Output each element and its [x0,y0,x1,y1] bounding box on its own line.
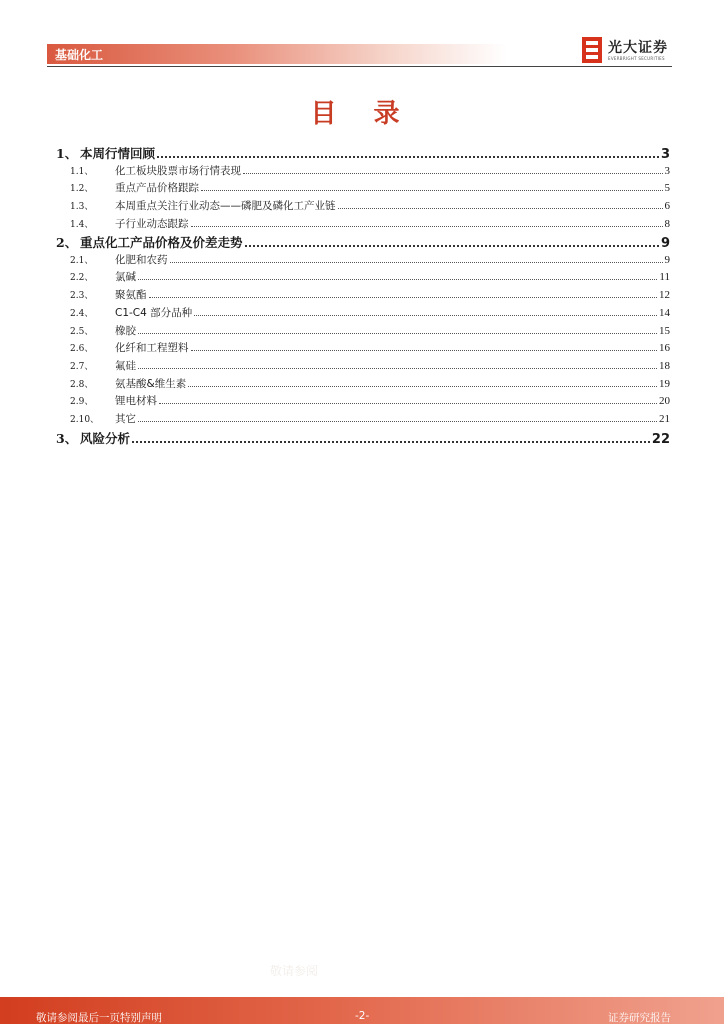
toc-entry-page: 11 [659,271,670,284]
toc-entry[interactable] [56,411,670,429]
toc-dot-leader [157,146,659,158]
toc-entry-page: 22 [651,431,670,447]
toc-entry-number: 2.9、 [70,397,94,408]
toc-entry-page: 9 [660,236,670,252]
toc-entry-label: 化工板块股票市场行情表现 [115,164,241,177]
toc-entry-page: 20 [659,395,670,408]
toc-entry-page: 16 [659,342,670,355]
logo-mark-icon [582,37,602,63]
toc-entry-label: 化肥和农药 [115,253,168,266]
toc-entry-number: 3、 [56,430,78,446]
footer-disclaimer: 敬请参阅最后一页特别声明 [36,1012,162,1024]
toc-dot-leader [191,340,658,351]
toc-dot-leader [191,216,663,227]
toc-dot-leader [170,252,663,263]
toc-entry[interactable] [56,358,670,376]
header-section-band [47,44,507,64]
toc-entry-number: 2.3、 [70,291,94,302]
toc-entry-label: 橡胶 [115,324,136,337]
toc-entry-label: 本周行情回顾 [80,146,156,161]
toc-entry-number: 1.1、 [70,166,94,177]
toc-entry-page: 14 [659,306,670,319]
toc-dot-leader [338,198,663,209]
toc-entry-page: 15 [659,324,670,337]
toc-dot-leader [149,287,658,298]
toc-dot-leader [245,235,659,247]
toc-entry-page: 3 [660,147,670,162]
toc-entry[interactable] [56,376,670,394]
toc-entry-label: 氟硅 [115,359,136,372]
toc-entry-page: 18 [659,359,670,372]
toc-entry[interactable] [56,180,670,198]
toc-entry-label: 化纤和工程塑料 [115,342,189,355]
toc-entry-page: 5 [664,182,670,195]
toc-entry-page: 9 [664,253,670,266]
table-of-contents [56,144,670,447]
toc-entry-number: 2.6、 [70,344,94,355]
toc-dot-leader [138,269,657,280]
toc-entry[interactable] [56,198,670,216]
toc-entry-number: 2.5、 [70,326,94,337]
header-divider [47,66,672,67]
toc-entry[interactable] [56,340,670,358]
toc-entry[interactable] [56,393,670,411]
toc-entry-label: 氯碱 [115,271,136,284]
logo-chinese-text: 光大证券 [608,40,668,56]
toc-entry[interactable] [56,287,670,305]
toc-dot-leader [138,358,657,369]
toc-entry[interactable] [56,323,670,341]
toc-entry-number: 1.3、 [70,201,94,212]
toc-entry-number: 1.2、 [70,184,94,195]
toc-dot-leader [194,305,657,316]
toc-title: 目 录 [310,99,414,129]
toc-entry-label: 锂电材料 [115,395,157,408]
toc-entry-label: 重点产品价格跟踪 [115,182,199,195]
toc-entry-page: 21 [659,412,670,425]
toc-entry-label: C1-C4 部分品种 [115,306,193,319]
toc-entry-number: 2.1、 [70,255,94,266]
toc-entry-number: 1、 [56,146,78,161]
toc-entry-label: 氨基酸&维生素 [115,377,187,390]
toc-dot-leader [188,376,657,387]
logo-english-text: EVERBRIGHT SECURITIES [608,56,665,61]
toc-entry-label: 重点化工产品价格及价差走势 [80,235,243,251]
toc-entry-number: 2.7、 [70,361,94,372]
toc-dot-leader [138,411,657,422]
toc-dot-leader [159,393,657,404]
toc-entry-label: 子行业动态跟踪 [115,217,189,230]
toc-entry-page: 12 [659,289,670,302]
toc-entry-label: 其它 [115,412,136,425]
toc-entry[interactable] [56,269,670,287]
watermark: 敬请参阅 [270,964,319,978]
toc-entry[interactable] [56,429,670,448]
toc-entry-page: 6 [664,199,670,212]
page-number: -2- [355,1010,370,1022]
toc-entry-page: 3 [664,164,670,177]
toc-entry-number: 2.10、 [70,414,100,425]
toc-entry-page: 19 [659,377,670,390]
toc-entry-label: 聚氨酯 [115,289,147,302]
toc-entry-label: 本周重点关注行业动态——磷肥及磷化工产业链 [115,199,336,212]
toc-entry[interactable] [56,216,670,234]
footer-report-type: 证券研究报告 [608,1012,671,1024]
toc-dot-leader [243,163,663,174]
toc-entry[interactable] [56,233,670,252]
toc-entry-number: 1.4、 [70,219,94,230]
toc-entry-number: 2.4、 [70,308,94,319]
toc-entry[interactable] [56,163,670,181]
toc-entry-number: 2.8、 [70,379,94,390]
toc-entry-number: 2、 [56,235,78,251]
toc-dot-leader [201,180,663,191]
toc-entry[interactable] [56,144,670,163]
toc-entry-label: 风险分析 [80,430,131,446]
section-tag: 基础化工 [55,48,104,62]
toc-dot-leader [138,323,657,334]
toc-entry[interactable] [56,305,670,323]
toc-entry[interactable] [56,252,670,270]
toc-dot-leader [132,431,650,443]
company-logo [582,37,677,65]
toc-entry-page: 8 [664,217,670,230]
toc-entry-number: 2.2、 [70,273,94,284]
